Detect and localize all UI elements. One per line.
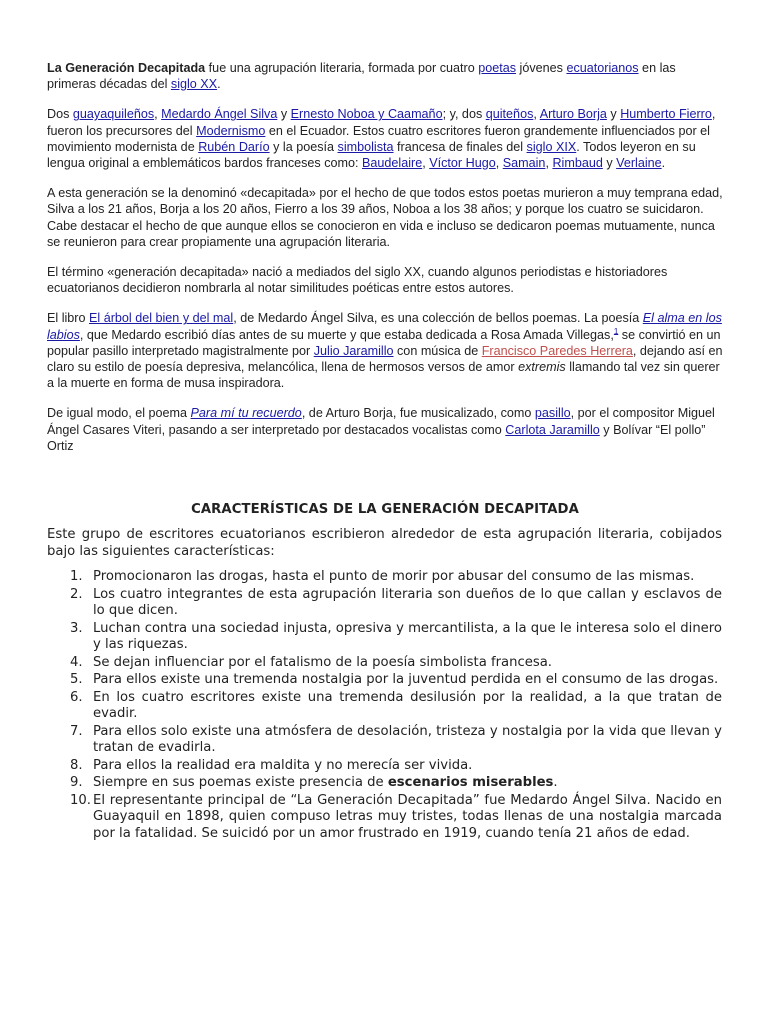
link-verlaine[interactable]: Verlaine bbox=[616, 156, 662, 171]
decapitada-paragraph: A esta generación se la denominó «decapitada» por el hecho de que todos estos poetas murieron a muy temprana edad, Silva a los 21 años, Borja a los 20 años, Fierro a los 39 años, Noboa a los 38 años; y porque los cuatro se suicidaron. Cabe destacar el hecho de que aunque ellos se conocieron en vida e incluso se dedicaron poemas mutuamente, nunca se reunieron para crear propiamente una agrupación literaria. bbox=[47, 186, 723, 249]
link-arbol-del-bien[interactable]: El árbol del bien y del mal bbox=[89, 311, 234, 326]
link-quitenos[interactable]: quiteños bbox=[485, 107, 534, 122]
link-siglo-xix[interactable]: siglo XIX bbox=[526, 139, 577, 154]
text: , bbox=[533, 107, 540, 122]
item-number: 9. bbox=[70, 775, 83, 791]
item-number: 4. bbox=[70, 654, 83, 670]
text: y bbox=[606, 107, 621, 122]
link-guayaquilenos[interactable]: guayaquileños bbox=[72, 107, 155, 122]
text: , fueron los precursores del bbox=[47, 107, 716, 138]
link-alma-en-los-labios[interactable]: El alma en los labios bbox=[47, 311, 722, 342]
item-text: Luchan contra una sociedad injusta, opresiva y mercantilista, a la que le interesa solo el dinero y las riquezas. bbox=[93, 620, 722, 653]
item-text: Para ellos la realidad era maldita y no merecía ser vivida. bbox=[93, 757, 473, 773]
italic-term: extremis bbox=[518, 360, 566, 375]
text: ; y, dos bbox=[442, 107, 486, 122]
text: , bbox=[154, 107, 162, 122]
book-paragraph bbox=[47, 310, 727, 391]
link-siglo-xx[interactable]: siglo XX bbox=[170, 77, 218, 92]
text: se convirtió en un popular pasillo interpretado magistralmente por bbox=[47, 327, 721, 358]
text: en las primeras décadas del bbox=[47, 61, 676, 92]
section-title: CARACTERÍSTICAS DE LA GENERACIÓN DECAPITADA bbox=[191, 502, 579, 518]
link-modernismo[interactable]: Modernismo bbox=[196, 123, 266, 138]
item-text: Los cuatro integrantes de esta agrupación literaria son dueños de lo que callan y esclavos de lo que dicen. bbox=[93, 586, 722, 619]
text: y la poesía bbox=[269, 139, 338, 154]
item-number: 2. bbox=[70, 586, 83, 602]
bold-phrase: escenarios miserables bbox=[387, 775, 554, 791]
link-carlota-jaramillo[interactable]: Carlota Jaramillo bbox=[505, 422, 600, 437]
link-medardo-angel-silva[interactable]: Medardo Ángel Silva bbox=[161, 107, 278, 122]
text: , bbox=[422, 156, 430, 171]
text: y Bolívar “El pollo” Ortiz bbox=[47, 422, 706, 453]
text: con música de bbox=[393, 343, 482, 358]
footnote-link[interactable]: 1 bbox=[613, 326, 619, 336]
link-ecuatorianos[interactable]: ecuatorianos bbox=[566, 61, 639, 75]
item-number: 10. bbox=[70, 792, 91, 808]
text: . bbox=[217, 77, 221, 92]
text: y bbox=[277, 107, 291, 122]
text: , de Medardo Ángel Silva, es una colección de bellos poemas. La poesía bbox=[233, 311, 643, 326]
item-text: Siempre en sus poemas existe presencia de bbox=[93, 775, 388, 791]
item-text: En los cuatro escritores existe una tremenda desilusión por la realidad, a la que tratan de evadir. bbox=[93, 689, 722, 722]
text: . Todos leyeron en su lengua original a emblemáticos bardos franceses como: bbox=[47, 139, 696, 171]
list-item bbox=[47, 690, 722, 723]
list-item bbox=[47, 587, 722, 620]
link-para-mi-tu-recuerdo[interactable]: Para mí tu recuerdo bbox=[190, 406, 302, 421]
item-text-end: . bbox=[553, 775, 558, 791]
members-paragraph bbox=[47, 106, 727, 171]
text: jóvenes bbox=[516, 61, 567, 75]
link-francisco-paredes-herrera[interactable]: Francisco Paredes Herrera bbox=[481, 343, 633, 358]
intro-paragraph bbox=[47, 60, 727, 92]
term-paragraph: El término «generación decapitada» nació a mediados del siglo XX, cuando algunos periodistas e historiadores ecuatorianos decidieron nombrarla al notar similitudes poéticas entre estos autores. bbox=[47, 265, 668, 296]
item-number: 8. bbox=[70, 757, 83, 773]
link-humberto-fierro[interactable]: Humberto Fierro bbox=[620, 107, 712, 122]
text: francesa de finales del bbox=[393, 139, 527, 154]
list-item bbox=[47, 724, 722, 757]
link-rimbaud[interactable]: Rimbaud bbox=[552, 156, 603, 171]
list-item bbox=[47, 672, 722, 689]
list-item bbox=[47, 758, 722, 775]
text: , dejando así en claro su estilo de poesía depresiva, melancólica, llena de hermosos versos de amor bbox=[47, 343, 723, 375]
item-text: Para ellos existe una tremenda nostalgia por la juventud perdida en el consumo de las drogas. bbox=[93, 672, 719, 688]
text: llamando tal vez sin querer a la muerte en forma de musa inspiradora. bbox=[47, 360, 720, 391]
item-number: 5. bbox=[70, 672, 83, 688]
text: . bbox=[661, 156, 666, 171]
text: Dos bbox=[47, 107, 73, 122]
text: , de Arturo Borja, fue musicalizado, como bbox=[301, 406, 535, 421]
poem-paragraph bbox=[47, 405, 727, 454]
link-poetas[interactable]: poetas bbox=[478, 61, 517, 75]
text: fue una agrupación literaria, formada por cuatro bbox=[205, 61, 479, 75]
link-julio-jaramillo[interactable]: Julio Jaramillo bbox=[313, 343, 394, 358]
item-number: 6. bbox=[70, 689, 83, 705]
text: , que Medardo escribió días antes de su muerte y que estaba dedicada a Rosa Amada Villegas, bbox=[79, 327, 614, 342]
list-item bbox=[47, 569, 722, 586]
text: y bbox=[602, 156, 617, 171]
link-arturo-borja[interactable]: Arturo Borja bbox=[539, 107, 607, 122]
item-text: Para ellos solo existe una atmósfera de desolación, tristeza y nostalgia por la vida que llevan y tratan de evadirla. bbox=[93, 723, 722, 756]
link-ruben-dario[interactable]: Rubén Darío bbox=[198, 139, 270, 154]
list-item bbox=[47, 621, 722, 654]
item-text: Se dejan influenciar por el fatalismo de la poesía simbolista francesa. bbox=[93, 654, 552, 670]
item-number: 7. bbox=[70, 723, 83, 739]
link-pasillo[interactable]: pasillo bbox=[534, 406, 571, 421]
link-samain[interactable]: Samain bbox=[502, 156, 546, 171]
item-number: 3. bbox=[70, 620, 83, 636]
text: El libro bbox=[47, 311, 89, 326]
text: , bbox=[545, 156, 553, 171]
list-item bbox=[47, 655, 722, 672]
text: , bbox=[495, 156, 503, 171]
list-item bbox=[47, 793, 722, 843]
item-text: El representante principal de “La Generación Decapitada” fue Medardo Ángel Silva. Nacido en Guayaquil en 1898, quien compuso letras muy tristes, todas llenas de una nostalgia marcada por la fatalidad. Se suicidó por un amor frustrado en 1919, cuando tenía 21 años de edad. bbox=[93, 792, 722, 841]
text: , por el compositor Miguel Ángel Casares Viteri, pasando a ser interpretado por destacados vocalistas como bbox=[47, 406, 715, 437]
text: De igual modo, el poema bbox=[47, 406, 191, 421]
section-intro: Este grupo de escritores ecuatorianos escribieron alrededor de esta agrupación literaria, cobijados bajo las siguientes características: bbox=[47, 527, 722, 559]
link-baudelaire[interactable]: Baudelaire bbox=[362, 156, 423, 171]
item-number: 1. bbox=[70, 569, 83, 585]
characteristics-list bbox=[47, 569, 722, 842]
section-spacer bbox=[47, 468, 724, 502]
bold-term: La Generación Decapitada bbox=[47, 61, 206, 75]
link-simbolista[interactable]: simbolista bbox=[337, 139, 394, 154]
text: en el Ecuador. Estos cuatro escritores fueron grandemente influenciados por el movimiento modernista de bbox=[47, 123, 710, 154]
list-item bbox=[47, 775, 722, 792]
item-text: Promocionaron las drogas, hasta el punto de morir por abusar del consumo de las mismas. bbox=[93, 569, 695, 585]
link-ernesto-noboa[interactable]: Ernesto Noboa y Caamaño bbox=[290, 107, 443, 122]
link-victor-hugo[interactable]: Víctor Hugo bbox=[429, 156, 496, 171]
